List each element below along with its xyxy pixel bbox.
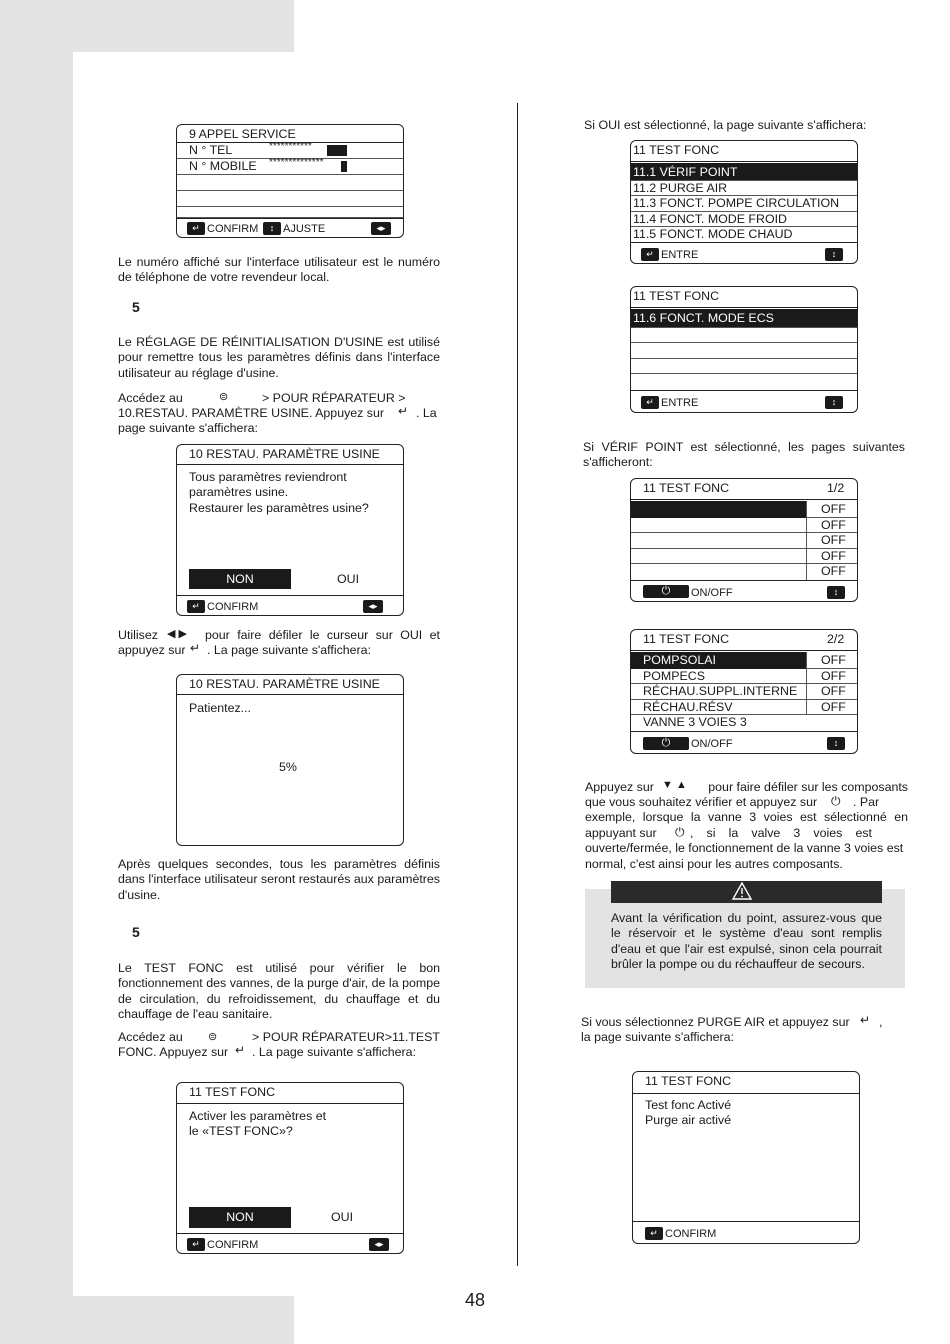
menu-item-label: 11.4 FONCT. MODE FROID — [633, 212, 787, 226]
onoff-label: ON/OFF — [691, 587, 733, 599]
confirm-label: CONFIRM — [207, 223, 259, 235]
component-name: RÉCHAU.RÉSV — [643, 700, 733, 714]
mobile-label: N ° MOBILE — [189, 159, 257, 173]
enter-label: ENTRE — [661, 249, 699, 261]
enter-key-icon: ↵ — [187, 222, 205, 235]
message-line: Activer les paramètres et — [189, 1109, 327, 1123]
cursor-block — [327, 145, 347, 156]
text-line: pour faire défiler le curseur sur OUI et — [205, 628, 440, 642]
paragraph-oui-selected: Si OUI est sélectionné, la page suivante s'affichera: — [584, 118, 867, 132]
screen-test-activate — [176, 1082, 404, 1254]
screen-title: 9 APPEL SERVICE — [189, 127, 296, 141]
screen-title: 11 TEST FONC — [645, 1074, 732, 1088]
text-line: Si vous sélectionnez PURGE AIR et appuyez sur — [581, 1015, 850, 1029]
menu-item-label: 11.1 VÉRIF POINT — [633, 165, 738, 179]
text-line: Accédez au — [118, 391, 183, 405]
enter-label: ENTRE — [661, 397, 699, 409]
up-down-key-icon: ↕ — [827, 586, 845, 599]
enter-key-icon: ↵ — [645, 1227, 663, 1240]
phone-label: N ° TEL — [189, 143, 233, 157]
screen-title: 11 TEST FONC — [633, 289, 720, 303]
component-state: OFF — [821, 700, 846, 714]
non-button[interactable]: NON — [189, 569, 291, 589]
text-line: ouverte/fermée, le fonctionnement de la vanne 3 voies est — [585, 841, 904, 855]
non-button[interactable]: NON — [189, 1207, 291, 1228]
screen-check-page-2 — [630, 629, 858, 754]
list-item — [631, 343, 857, 359]
adjust-label: AJUSTE — [283, 223, 326, 235]
text-line: > POUR RÉPARATEUR>11.TEST — [252, 1030, 440, 1044]
text-line: normal, c'est ainsi pour les autres composants. — [585, 857, 843, 871]
mobile-value: ************** — [269, 157, 324, 168]
menu-icon: ⊜ — [219, 391, 229, 403]
power-icon: ⏻ — [675, 825, 685, 839]
list-item — [177, 175, 403, 191]
text-line: que vous souhaitez vérifier et appuyez sur — [585, 795, 818, 809]
message-line: Test fonc Activé — [645, 1098, 732, 1112]
power-icon: ⏻ — [831, 794, 841, 808]
component-state: OFF — [821, 549, 846, 563]
enter-icon: ↵ — [235, 1043, 246, 1057]
screen-title: 11 TEST FONC — [189, 1085, 276, 1099]
text-line: , si la valve 3 voies est — [690, 826, 872, 840]
screen-title: 11 TEST FONC — [643, 632, 730, 646]
page-top-strip — [294, 0, 950, 52]
wait-message: Patientez... — [189, 701, 251, 715]
paragraph-reset-intro: Le RÉGLAGE DE RÉINITIALISATION D'USINE est utilisé pour remettre tous les paramètres définis dans l'interface utilisateur au réglage d'usine. — [118, 335, 440, 380]
component-row[interactable] — [631, 684, 857, 700]
column-divider — [517, 103, 518, 1266]
up-down-key-icon: ↕ — [825, 396, 843, 409]
text-line: la page suivante s'affichera: — [581, 1030, 734, 1044]
oui-button[interactable]: OUI — [337, 572, 360, 586]
menu-item-label: 11.5 FONCT. MODE CHAUD — [633, 227, 793, 241]
text-line: . Par — [853, 795, 880, 809]
screen-test-menu-2 — [630, 286, 858, 413]
confirm-label: CONFIRM — [207, 1239, 259, 1251]
text-line: Accédez au — [118, 1030, 183, 1044]
component-state: OFF — [821, 533, 846, 547]
text-line: FONC. Appuyez sur — [118, 1045, 229, 1059]
down-up-arrows-icon: ▼ ▲ — [662, 779, 687, 791]
message-line: Purge air activé — [645, 1113, 732, 1128]
left-right-arrows-icon: ◀ ▶ — [167, 628, 187, 640]
page-indicator: 1/2 — [827, 481, 845, 495]
enter-key-icon: ↵ — [187, 1238, 205, 1251]
text-line: , — [879, 1015, 883, 1029]
confirm-label: CONFIRM — [665, 1228, 717, 1240]
component-row[interactable] — [631, 700, 857, 715]
text-line: . La page suivante s'affichera: — [252, 1045, 417, 1059]
component-row[interactable] — [631, 533, 857, 549]
onoff-label: ON/OFF — [691, 738, 733, 750]
screen-title: 10 RESTAU. PARAMÈTRE USINE — [189, 447, 380, 461]
phone-value: *********** — [269, 141, 312, 152]
screen-appel-service — [176, 124, 404, 238]
warning-box — [585, 889, 905, 988]
text-line: > POUR RÉPARATEUR > — [262, 391, 406, 405]
progress-value: 5% — [279, 760, 297, 774]
component-state: OFF — [821, 669, 846, 683]
text-line: exemple, lorsque la vanne 3 voies est sélectionné en — [585, 810, 908, 824]
enter-key-icon: ↵ — [641, 248, 659, 261]
warning-triangle-icon — [732, 882, 752, 900]
selection-highlight — [631, 501, 806, 518]
menu-item-label: 11.2 PURGE AIR — [633, 181, 728, 195]
component-state: OFF — [821, 564, 846, 578]
cursor-block — [341, 161, 347, 172]
screen-restau-progress — [176, 674, 404, 846]
screen-title: 11 TEST FONC — [643, 481, 730, 495]
screen-restau-confirm — [176, 444, 404, 616]
list-item — [631, 359, 857, 374]
list-item — [631, 374, 857, 390]
menu-item-purge-air[interactable] — [631, 181, 857, 196]
page-number: 48 — [464, 1290, 486, 1310]
text-line: Appuyez sur — [585, 780, 654, 794]
list-item — [631, 328, 857, 343]
left-right-key-icon: ◂▸ — [369, 1238, 389, 1251]
component-state: OFF — [821, 684, 846, 698]
section-heading: 5 — [132, 924, 140, 940]
screen-title: 11 TEST FONC — [633, 143, 720, 157]
paragraph-test-intro: Le TEST FONC est utilisé pour vérifier le bon fonctionnement des vannes, de la purge d'air, de la pompe de circulation, du refroidissement, du chauffage et du chauffage de l'eau sanitaire. — [118, 961, 440, 1022]
menu-item-mode-froid[interactable] — [631, 212, 857, 227]
paragraph-reset-done: Après quelques secondes, tous les paramètres définis dans l'interface utilisateur seront restaurés aux paramètres d'usine. — [118, 857, 440, 902]
text-line: appuyez sur — [118, 643, 186, 657]
screen-check-page-1 — [630, 478, 858, 602]
enter-icon: ↵ — [860, 1013, 871, 1027]
text-line: Utilisez — [118, 628, 158, 642]
component-row[interactable] — [631, 501, 857, 518]
component-row[interactable] — [631, 652, 857, 669]
enter-key-icon: ↵ — [187, 600, 205, 613]
confirm-label: CONFIRM — [207, 601, 259, 613]
screen-title: 10 RESTAU. PARAMÈTRE USINE — [189, 677, 380, 691]
warning-header — [611, 881, 882, 903]
component-state: OFF — [821, 518, 846, 532]
enter-icon: ↵ — [190, 641, 201, 655]
left-right-key-icon: ◂▸ — [363, 600, 383, 613]
warning-text: Avant la vérification du point, assurez-vous que le réservoir et le système d'eau sont remplis d'eau et que l'air est expulsé, sinon cela pourrait brûler la pompe ou du réchauffeur de secours. — [611, 911, 882, 972]
text-line: s'afficheront: — [583, 455, 653, 469]
message-line: Restaurer les paramètres usine? — [189, 500, 369, 515]
text-line: . La — [416, 406, 437, 420]
component-name: RÉCHAU.SUPPL.INTERNE — [643, 684, 798, 698]
enter-icon: ↵ — [398, 404, 409, 418]
component-name: VANNE 3 VOIES 3 — [643, 715, 747, 729]
menu-icon: ⊜ — [208, 1031, 218, 1043]
component-row[interactable] — [631, 518, 857, 533]
up-down-key-icon: ↕ — [825, 248, 843, 261]
screen-purge-air — [632, 1071, 860, 1244]
left-right-key-icon: ◂▸ — [371, 222, 391, 235]
menu-item-mode-chaud[interactable] — [631, 227, 857, 242]
paragraph-phone-info: Le numéro affiché sur l'interface utilisateur est le numéro de téléphone de votre revendeur local. — [118, 255, 440, 285]
component-state: OFF — [821, 502, 846, 516]
text-line: . La page suivante s'affichera: — [207, 643, 372, 657]
menu-item-label: 11.6 FONCT. MODE ECS — [633, 311, 774, 325]
message-line: paramètres usine. — [189, 485, 289, 500]
text-line: page suivante s'affichera: — [118, 421, 258, 435]
menu-item-label: 11.3 FONCT. POMPE CIRCULATION — [633, 196, 840, 210]
component-state: OFF — [821, 653, 846, 667]
section-heading: 5 — [132, 299, 140, 315]
text-line: pour faire défiler sur les composants — [708, 780, 908, 794]
component-name: POMPSOLAI — [643, 653, 716, 667]
component-row[interactable] — [631, 715, 857, 731]
power-key-icon: ⏻ — [643, 585, 689, 598]
component-row[interactable] — [631, 669, 857, 684]
list-item — [177, 191, 403, 207]
component-row[interactable] — [631, 549, 857, 564]
power-key-icon: ⏻ — [643, 737, 689, 750]
up-down-key-icon: ↕ — [827, 737, 845, 750]
list-item — [177, 207, 403, 218]
menu-item-pompe-circulation[interactable] — [631, 196, 857, 212]
menu-item-mode-ecs[interactable] — [631, 309, 857, 328]
component-name: POMPECS — [643, 669, 705, 683]
enter-key-icon: ↵ — [641, 396, 659, 409]
text-line: appuyant sur — [585, 826, 657, 840]
menu-item-verif-point[interactable] — [631, 163, 857, 181]
text-line: Si VÉRIF POINT est sélectionné, les pages suivantes — [583, 440, 905, 454]
up-down-key-icon: ↕ — [263, 222, 281, 235]
message-line: Tous paramètres reviendront — [189, 470, 347, 484]
message-line: le «TEST FONC»? — [189, 1124, 293, 1139]
list-item — [177, 159, 403, 175]
text-line: 10.RESTAU. PARAMÈTRE USINE. Appuyez sur — [118, 406, 385, 420]
component-row[interactable] — [631, 564, 857, 580]
oui-button[interactable]: OUI — [331, 1210, 354, 1224]
page-indicator: 2/2 — [827, 632, 845, 646]
screen-test-menu-1 — [630, 140, 858, 264]
